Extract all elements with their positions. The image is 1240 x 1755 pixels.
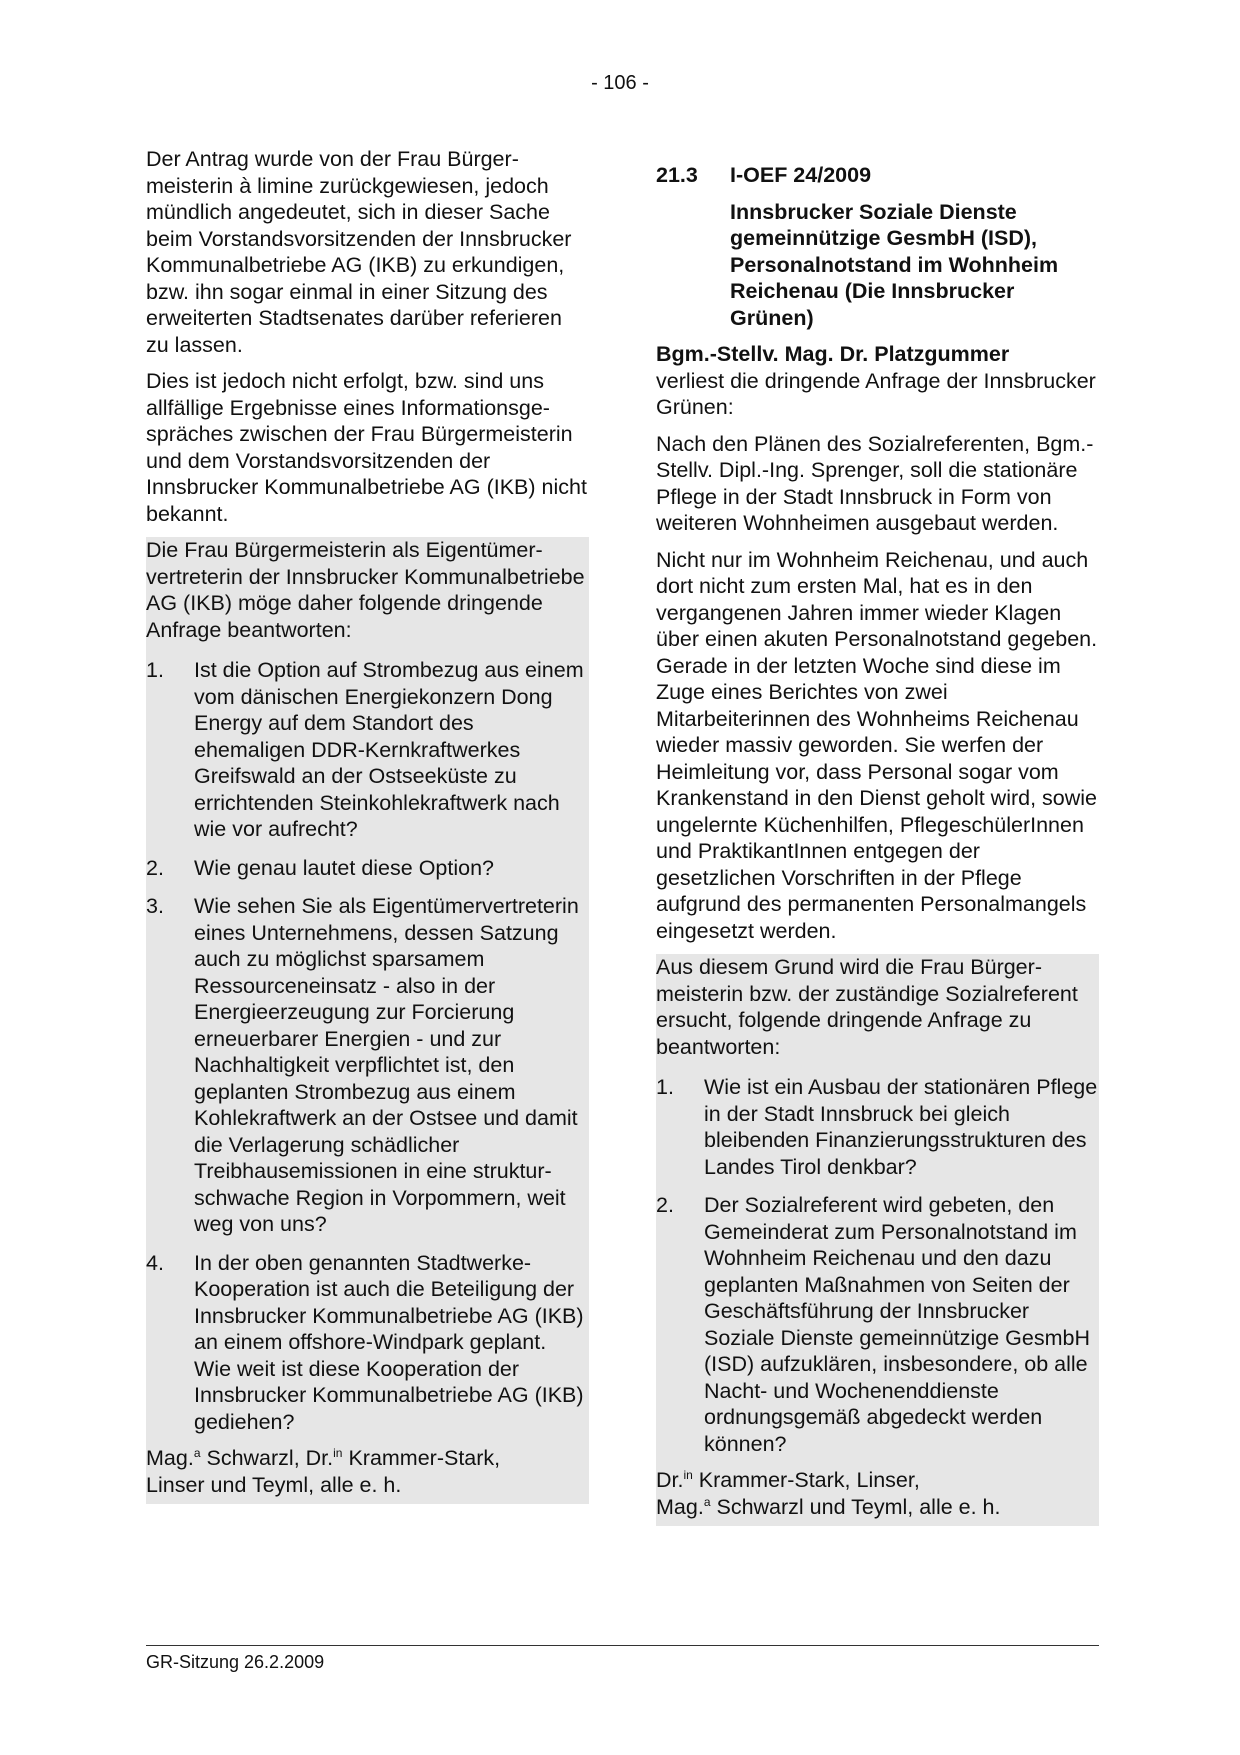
right-column [656, 146, 1099, 1526]
list-item-text: Ist die Option auf Strombezug aus einem vom dänischen Energiekonzern Dong Energy auf dem Standort des ehemaligen DDR-Kernkraftwerkes Greifswald an der Ostseeküste zu errichtenden Steinkohlekraftwerk nach wie vor aufrecht? [194, 658, 584, 841]
list-item-text: Wie genau lautet diese Option? [194, 855, 495, 880]
list-item-text: Wie sehen Sie als Eigentümervertreterin eines Unternehmens, dessen Satzung auch zu möglichst sparsamem Ressourceneinsatz - also in der Energieerzeugung zur Forcierung erneuerbarer Energien - und zur Nachhaltigkeit verpflichtet ist, den geplanten Strombezug aus einem Kohlekraftwerk an der Ostsee und damit die Verlagerung schädlicher Treibhausemissionen in eine strukturschwache Region in Vorpommern, weit weg von uns? [194, 894, 579, 1236]
agenda-code: I-OEF 24/2009 [730, 163, 872, 187]
left-paragraph-1: Der Antrag wurde von der Frau Bürgermeisterin à limine zurückgewiesen, jedoch mündlich angedeutet, sich in dieser Sache beim Vorstandsvorsitzenden der Innsbrucker Kommunalbetriebe AG (IKB) zu erkundigen, bzw. ihn sogar einmal in einer Sitzung des erweiterten Stadtsenates darüber referieren zu lassen. [146, 147, 572, 357]
speaker-text: verliest die dringende Anfrage der Innsbrucker Grünen: [656, 368, 1096, 419]
list-item-text: In der oben genannten Stadtwerke-Kooperation ist auch die Beteiligung der Innsbrucker Kommunalbetriebe AG (IKB) an einem offshore-Windpark geplant. Wie weit ist diese Kooperation der Innsbrucker Kommunalbetriebe AG (IKB) gediehen? [194, 1250, 584, 1434]
right-signatories: Dr.$^{in}$ Krammer-Stark, Linser, Mag.$^a$ Schwarzl und Teyml, alle e. h. [656, 1467, 1001, 1519]
left-paragraph-2: Dies ist jedoch nicht erfolgt, bzw. sind uns allfällige Ergebnisse eines Informationsgespräches zwischen der Frau Bürgermeisterin und dem Vorstandsvorsitzenden der Innsbrucker Kommunalbetriebe AG (IKB) nicht bekannt. [146, 369, 587, 526]
speaker-name: Bgm.-Stellv. Mag. Dr. Platzgummer [656, 342, 1010, 366]
list-item-number: 2. [146, 855, 164, 880]
list-item [146, 887, 589, 1244]
list-item-number: 1. [656, 1075, 674, 1099]
right-inquiry-intro: Aus diesem Grund wird die Frau Bürgermeisterin bzw. der zuständige Sozialreferent ersucht, folgende dringende Anfrage zu beantworten: [656, 955, 1078, 1059]
right-paragraph-1: Nach den Plänen des Sozialreferenten, Bgm.-Stellv. Dipl.-Ing. Sprenger, soll die stationäre Pflege in der Stadt Innsbruck in Form von weiteren Wohnheimen ausgebaut werden. [656, 431, 1094, 535]
right-paragraph-2: Nicht nur im Wohnheim Reichenau, und auch dort nicht zum ersten Mal, hat es in den vergangenen Jahren immer wieder Klagen über einen akuten Personalnotstand gegeben. Gerade in der letzten Woche sind diese im Zuge eines Berichtes von zwei Mitarbeiterinnen des Wohnheims Reichenau wieder massiv geworden. Sie werfen der Heimleitung vor, dass Personal sogar vom Krankenstand in den Dienst geholt wird, sowie ungelernte Küchenhilfen, PflegeschülerInnen und PraktikantInnen entgegen der gesetzlichen Vorschriften in der Pflege aufgrund des permanenten Personalmangels eingesetzt werden. [656, 547, 1098, 943]
agenda-title: Innsbrucker Soziale Dienste gemeinnützige GesmbH (ISD), Personalnotstand im Wohnheim Reichenau (Die Innsbrucker Grünen) [730, 199, 1059, 330]
footer-divider [146, 1645, 1099, 1646]
list-item-number: 1. [146, 658, 164, 682]
list-item [656, 1068, 1099, 1186]
list-item [146, 849, 589, 888]
left-column [146, 146, 589, 1504]
list-item-text: Der Sozialreferent wird gebeten, den Gemeinderat zum Personalnotstand im Wohnheim Reichenau und den dazu geplanten Maßnahmen von Seiten der Geschäftsführung der Innsbrucker Soziale Dienste gemeinnützige GesmbH (ISD) aufzuklären, insbesondere, ob alle Nacht- und Wochenenddienste ordnungsgemäß abgedeckt werden können? [704, 1193, 1091, 1456]
list-item-number: 3. [146, 894, 164, 918]
page-number: - 106 - [591, 72, 649, 94]
left-inquiry-intro: Die Frau Bürgermeisterin als Eigentümervertreterin der Innsbrucker Kommunalbetriebe AG (IKB) möge daher folgende dringende Anfrage beantworten: [146, 538, 585, 642]
left-signatories: Mag.$^a$ Schwarzl, Dr.$^{in}$ Krammer-Stark, Linser und Teyml, alle e. h. [146, 1445, 501, 1497]
list-item-number: 2. [656, 1193, 674, 1217]
list-item [656, 1186, 1099, 1463]
right-inquiry-box [656, 954, 1099, 1526]
list-item-text: Wie ist ein Ausbau der stationären Pflege in der Stadt Innsbruck bei gleich bleibenden Finanzierungsstrukturen des Landes Tirol denkbar? [704, 1075, 1098, 1179]
list-item [146, 651, 589, 849]
left-question-list [146, 651, 589, 1441]
right-question-list [656, 1068, 1099, 1463]
left-inquiry-box [146, 537, 589, 1504]
agenda-heading [656, 162, 1099, 189]
footer-session-date: GR-Sitzung 26.2.2009 [146, 1652, 325, 1672]
list-item-number: 4. [146, 1250, 164, 1275]
list-item [146, 1244, 589, 1442]
agenda-number: 21.3 [656, 163, 698, 187]
